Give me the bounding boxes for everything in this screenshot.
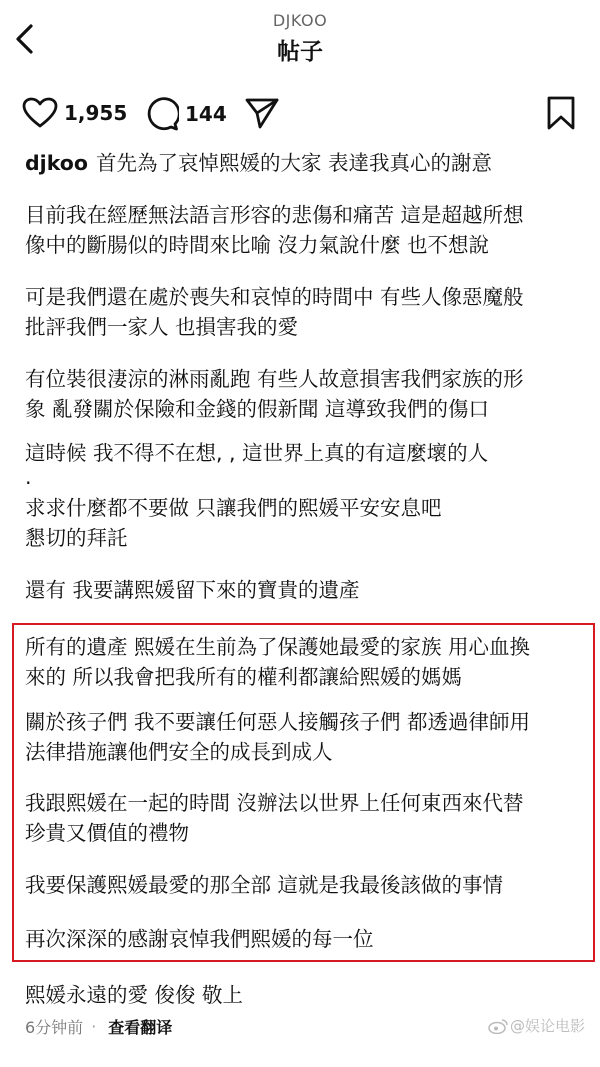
paragraph-line: 珍貴又價值的禮物 [25,821,189,845]
paragraph-line: 可是我們還在處於喪失和哀悼的時間中 有些人像惡魔般 [25,285,524,309]
header-username: DJKOO [272,11,328,30]
paragraph-11 [25,924,585,954]
paragraph-1 [25,200,585,260]
share-button[interactable] [244,95,280,131]
paragraph-2 [25,282,585,342]
paragraph-6 [25,575,585,605]
signature [25,980,585,1010]
page-title: 帖子 [277,39,323,65]
caption-text: 首先為了哀悼熙媛的大家 表達我真心的謝意 [95,151,492,175]
post-caption [25,148,585,179]
paragraph-line: 所有的遺產 熙媛在生前為了保護她最愛的家族 用心血換 [25,635,531,659]
paragraph-line: 懇切的拜託 [25,526,128,550]
share-icon [244,95,280,131]
paragraph-5 [25,493,585,553]
like-count: 1,955 [64,101,128,125]
paragraph-line: 我跟熙媛在一起的時間 沒辦法以世界上任何東西來代替 [25,791,524,815]
paragraph-line: 我要保護熙媛最愛的那全部 這就是我最後該做的事情 [25,873,504,897]
weibo-icon [488,1018,508,1034]
paragraph-line: 求求什麼都不要做 只讓我們的熙媛平安安息吧 [25,496,442,520]
bookmark-button[interactable] [546,95,576,131]
paragraph-7 [25,632,585,692]
bookmark-icon [546,95,576,131]
comment-button[interactable] [145,97,227,131]
paragraph-line: 法律措施讓他們安全的成長到成人 [25,740,333,764]
comment-icon [145,97,179,131]
paragraph-4 [25,438,585,489]
see-translation-link[interactable]: 查看翻译 [108,1018,173,1037]
paragraph-line: 還有 我要講熙媛留下來的寶貴的遺產 [25,578,360,602]
paragraph-10 [25,870,585,900]
like-button[interactable] [22,97,127,129]
paragraph-line: 來的 所以我會把我所有的權利都讓給熙媛的媽媽 [25,665,463,689]
action-bar [0,85,600,137]
paragraph-8 [25,707,585,767]
paragraph-line: 像中的斷腸似的時間來比喻 沒力氣說什麼 也不想說 [25,233,490,257]
post-username[interactable]: djkoo [25,151,88,175]
paragraph-line: 目前我在經歷無法語言形容的悲傷和痛苦 這是超越所想 [25,203,524,227]
paragraph-3 [25,364,585,424]
comment-count: 144 [185,102,227,126]
watermark [488,1015,585,1036]
watermark-text: @娱论电影 [510,1017,586,1035]
paragraph-line: 象 亂發關於保險和金錢的假新聞 這導致我們的傷口 [25,397,490,421]
timestamp: 6分钟前 [25,1018,84,1037]
paragraph-line: 關於孩子們 我不要讓任何惡人接觸孩子們 都透過律師用 [25,710,531,734]
paragraph-line: 再次深深的感謝哀悼我們熙媛的每一位 [25,927,374,951]
separator-dot: · [91,1017,97,1036]
paragraph-line: 這時候 我不得不在想, , 這世界上真的有這麼壞的人 [25,441,489,465]
paragraph-9 [25,788,585,848]
post-meta [25,1015,172,1038]
paragraph-line: 有位裝很淒涼的淋雨亂跑 有些人故意損害我們家族的形 [25,367,524,391]
heart-icon [22,97,58,129]
paragraph-line: 批評我們一家人 也損害我的愛 [25,315,299,339]
paragraph-line: 熙媛永遠的愛 俊俊 敬上 [25,983,244,1007]
top-header [0,0,600,75]
paragraph-line: . [25,465,32,489]
